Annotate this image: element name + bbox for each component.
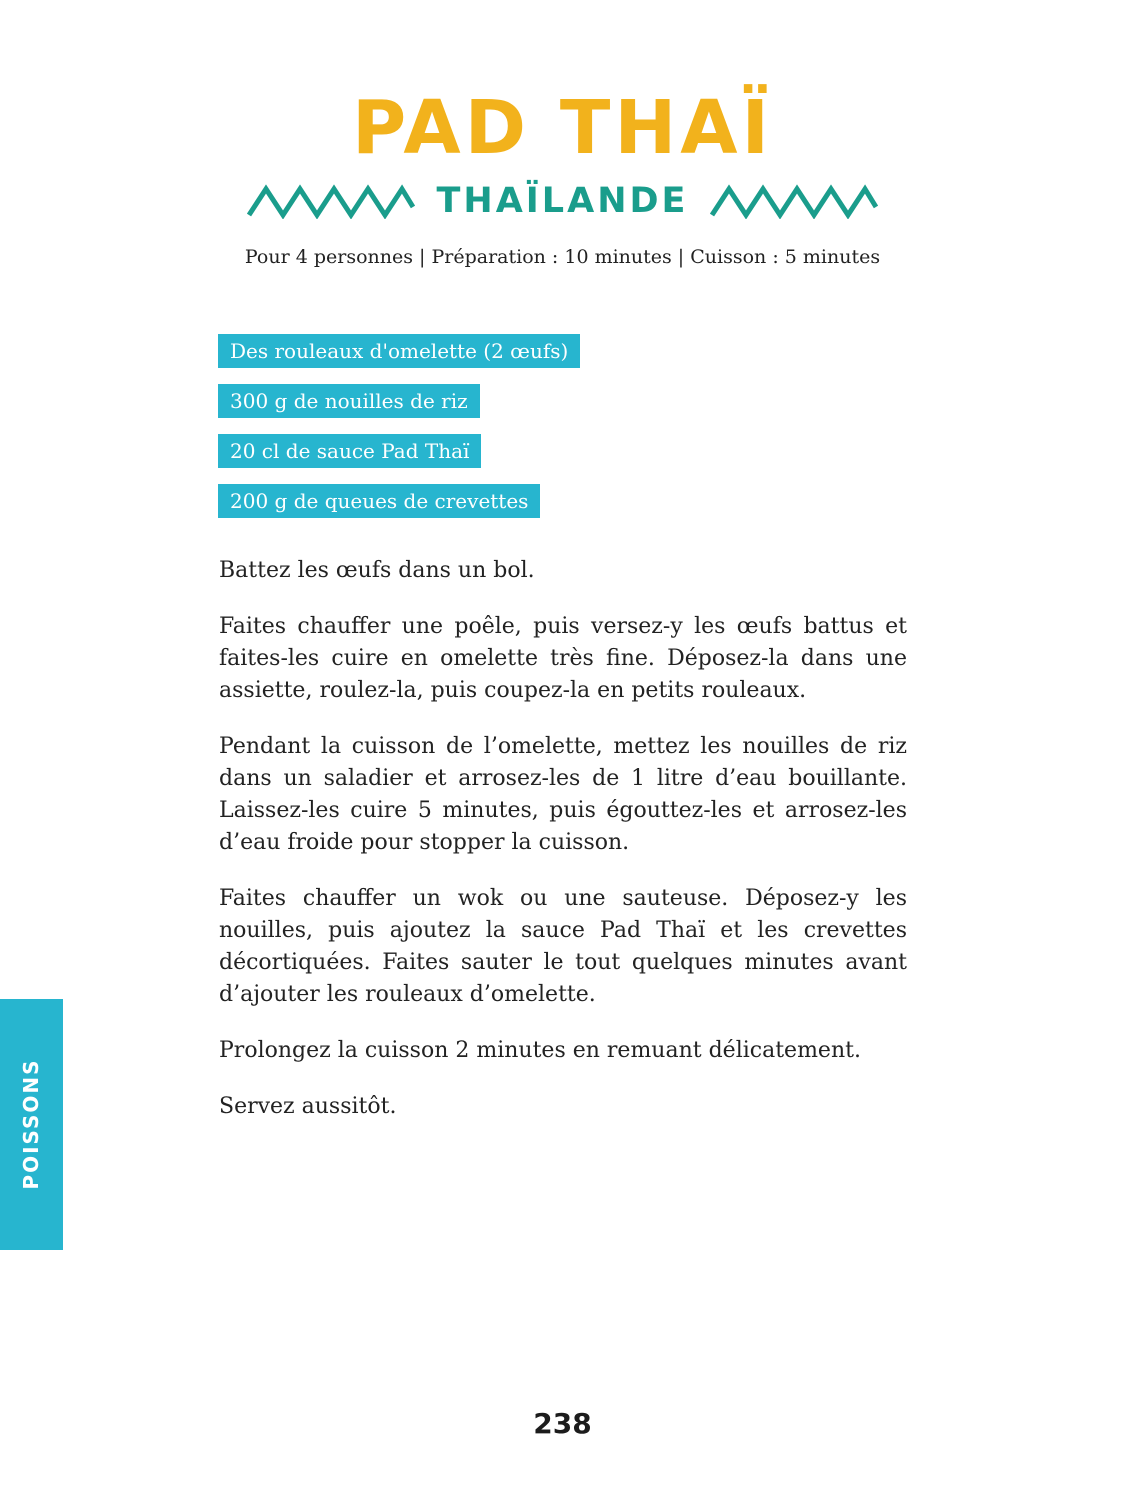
zigzag-right-icon xyxy=(710,183,878,219)
instruction-step: Pendant la cuisson de l’omelette, mettez les nouilles de riz dans un saladier et arrosez-les de 1 litre d’eau bouillante. Laissez-les cuire 5 minutes, puis égouttez-les et arrosez-les d’eau froide pour stopper la cuisson. xyxy=(219,734,907,855)
zigzag-left-icon xyxy=(247,183,415,219)
ingredient-item: 20 cl de sauce Pad Thaï xyxy=(218,434,481,468)
ingredient-item: 300 g de nouilles de riz xyxy=(218,384,480,418)
instruction-step: Faites chauffer une poêle, puis versez-y les œufs battus et faites-les cuire en omelette très fine. Déposez-la dans une assiette, roulez-la, puis coupez-la en petits rouleaux. xyxy=(219,614,907,703)
recipe-title: PAD THAÏ xyxy=(351,85,774,171)
instruction-step: Battez les œufs dans un bol. xyxy=(219,558,535,583)
section-tab xyxy=(0,999,63,1250)
page-number: 238 xyxy=(533,1407,592,1440)
ingredient-item: 200 g de queues de crevettes xyxy=(218,484,540,518)
country-heading xyxy=(0,176,1125,226)
recipe-meta: Pour 4 personnes | Préparation : 10 minutes | Cuisson : 5 minutes xyxy=(244,246,881,268)
instruction-step: Servez aussitôt. xyxy=(219,1094,397,1119)
instruction-step: Faites chauffer un wok ou une sauteuse. Déposez-y les nouilles, puis ajoutez la sauce Pad Thaï et les crevettes décortiquées. Faites sauter le tout quelques minutes avant d’ajouter les rouleaux d’omelette. xyxy=(219,886,907,1007)
ingredient-item: Des rouleaux d'omelette (2 œufs) xyxy=(218,334,580,368)
ingredients-list xyxy=(218,334,918,534)
country-label: THAÏLANDE xyxy=(436,181,689,221)
instructions xyxy=(219,555,907,1147)
section-tab-label: POISSONS xyxy=(19,1058,43,1190)
instruction-step: Prolongez la cuisson 2 minutes en remuant délicatement. xyxy=(219,1038,861,1063)
